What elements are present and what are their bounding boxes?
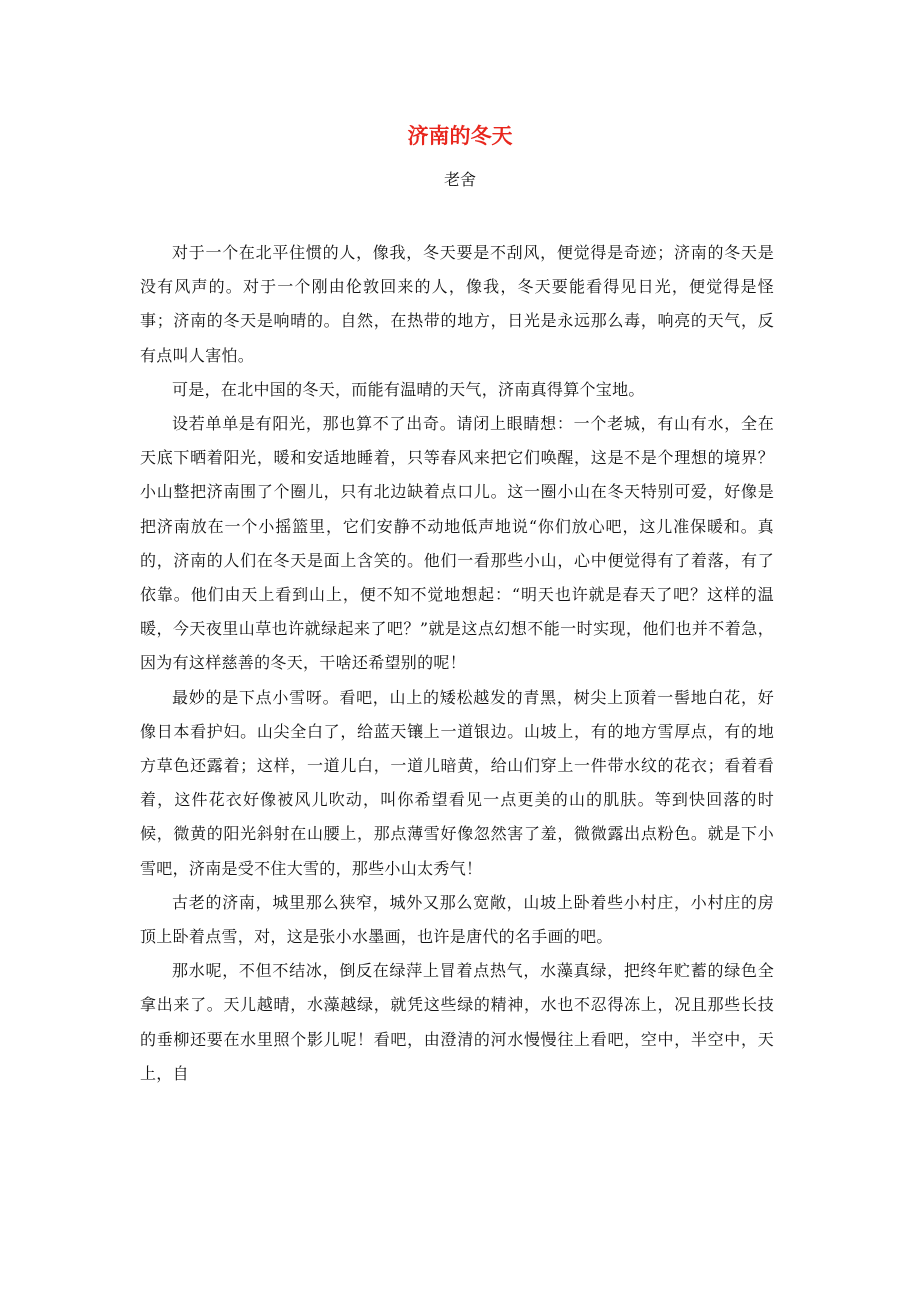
paragraph-6: 那水呢，不但不结冰，倒反在绿萍上冒着点热气，水藻真绿，把终年贮蓄的绿色全拿出来了。天儿越晴，水藻越绿，就凭这些绿的精神，水也不忍得冻上，况且那些长技的垂柳还要在水里照个影儿呢！看吧，由澄清的河水慢慢往上看吧，空中，半空中，天上，自 bbox=[140, 961, 774, 1083]
paragraph-1: 对于一个在北平住惯的人，像我，冬天要是不刮风，便觉得是奇迹；济南的冬天是没有风声的。对于一个刚由伦敦回来的人，像我，冬天要能看得见日光，便觉得是怪事；济南的冬天是响晴的。自然，在热带的地方，日光是永远那么毒，响亮的天气，反有点叫人害怕。 bbox=[140, 243, 774, 365]
paragraph-4: 最妙的是下点小雪呀。看吧，山上的矮松越发的青黑，树尖上顶着一髻地白花，好像日本看护妇。山尖全白了，给蓝天镶上一道银边。山坡上，有的地方雪厚点，有的地方草色还露着；这样，一道儿白，一道儿暗黄，给山们穿上一件带水纹的花衣；看着看着，这件花衣好像被风儿吹动，叫你希望看见一点更美的山的肌肤。等到快回落的时候，微黄的阳光斜射在山腰上，那点薄雪好像忽然害了羞，微微露出点粉色。就是下小雪吧，济南是受不住大雪的，那些小山太秀气！ bbox=[140, 687, 774, 878]
paragraph-3: 设若单单是有阳光，那也算不了出奇。请闭上眼睛想：一个老城，有山有水，全在天底下晒着阳光，暖和安适地睡着，只等春风来把它们唤醒，这是不是个理想的境界？小山整把济南围了个圈儿，只有北边缺着点口儿。这一圈小山在冬天特别可爱，好像是把济南放在一个小摇篮里，它们安静不动地低声地说“你们放心吧，这儿准保暖和。真的，济南的人们在冬天是面上含笑的。他们一看那些小山，心中便觉得有了着落，有了依靠。他们由天上看到山上，便不知不觉地想起：“明天也许就是春天了吧？这样的温暖，今天夜里山草也许就绿起来了吧？”就是这点幻想不能一时实现，他们也并不着急，因为有这样慈善的冬天，干啥还希望别的呢！ bbox=[140, 414, 774, 673]
document-body bbox=[140, 236, 774, 1091]
document-title: 济南的冬天 bbox=[407, 123, 513, 148]
document-author: 老舍 bbox=[443, 170, 476, 189]
paragraph-5: 古老的济南，城里那么狭窄，城外又那么宽敞，山坡上卧着些小村庄，小村庄的房顶上卧着点雪，对，这是张小水墨画，也许是唐代的名手画的吧。 bbox=[140, 892, 774, 947]
paragraph-2: 可是，在北中国的冬天，而能有温晴的天气，济南真得算个宝地。 bbox=[172, 379, 645, 399]
